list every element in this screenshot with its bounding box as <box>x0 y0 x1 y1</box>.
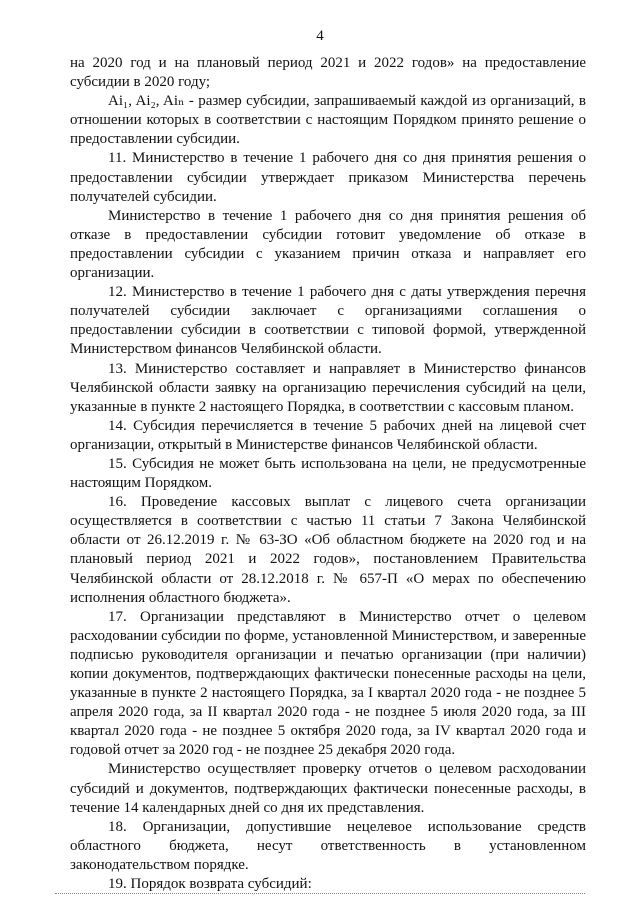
paragraph-11: 11. Министерство в течение 1 рабочего дня со дня принятия решения о предоставлении субсидии утверждает приказом Министерства перечень получателей субсидии. <box>70 150 586 205</box>
paragraph-19: 19. Порядок возврата субсидий: <box>108 876 312 893</box>
paragraph-17-verification: Министерство осуществляет проверку отчетов о целевом расходовании субсидий и документов, подтверждающих фактически понесенные расходы, в течение 14 календарных дней со дня их представления. <box>70 761 586 816</box>
paragraph-17: 17. Организации представляют в Министерство отчет о целевом расходовании субсидии по форме, установленной Министерством, и заверенные подписью руководителя организации и печатью организации (при наличии) копии документов, подтверждающих фактически понесенные расходы на цели, указанные в пункте 2 настоящего Порядка, за I квартал 2020 года - не позднее 5 апреля 2020 года, за II квартал 2020 года - не позднее 5 июля 2020 года, за III квартал 2020 года - не позднее 5 октября 2020 года, за IV квартал 2020 года и годовой отчет за 2020 год - не позднее 25 декабря 2020 года. <box>70 608 586 759</box>
paragraph-14: 14. Субсидия перечисляется в течение 5 рабочих дней на лицевой счет организации, открытый в Министерстве финансов Челябинской области. <box>70 417 586 453</box>
paragraph-12: 12. Министерство в течение 1 рабочего дня с даты утверждения перечня получателей субсидии заключает с организациями соглашения о предоставлении субсидии в соответствии с типовой формой, утвержденной Министерством финансов Челябинской области. <box>70 284 586 358</box>
paragraph-formula-legend: Ai₁, Ai₂, Aiₙ - размер субсидии, запрашиваемый каждой из организаций, в отношении которых в соответствии с настоящим Порядком принято решение о предоставлении субсидии. <box>70 93 586 148</box>
document-body <box>70 54 586 894</box>
paragraph-continuation: на 2020 год и на плановый период 2021 и 2022 годов» на предоставление субсидии в 2020 году; <box>70 55 586 91</box>
page-number: 4 <box>316 28 324 44</box>
paragraph-15: 15. Субсидия не может быть использована на цели, не предусмотренные настоящим Порядком. <box>70 455 586 492</box>
paragraph-13: 13. Министерство составляет и направляет в Министерство финансов Челябинской области заявку на организацию перечисления субсидий на цели, указанные в пункте 2 настоящего Порядка, в соответствии с кассовым планом. <box>70 360 586 415</box>
paragraph-16: 16. Проведение кассовых выплат с лицевого счета организации осуществляется в соответствии с частью 11 статьи 7 Закона Челябинской области от 26.12.2019 г. № 63-ЗО «Об областном бюджете на 2020 год и на плановый период 2021 и 2022 годов», постановлением Правительства Челябинской области от 28.12.2018 г. № 657-П «О мерах по обеспечению исполнения областного бюджета». <box>70 494 586 606</box>
paragraph-18: 18. Организации, допустившие нецелевое использование средств областного бюджета, несут ответственность в установленном законодательством порядке. <box>70 818 586 873</box>
paragraph-11-refusal: Министерство в течение 1 рабочего дня со дня принятия решения об отказе в предоставлении субсидии готовит уведомление об отказе в предоставлении субсидии с указанием причин отказа и направляет его организации. <box>70 207 586 282</box>
footer-divider <box>55 893 585 894</box>
